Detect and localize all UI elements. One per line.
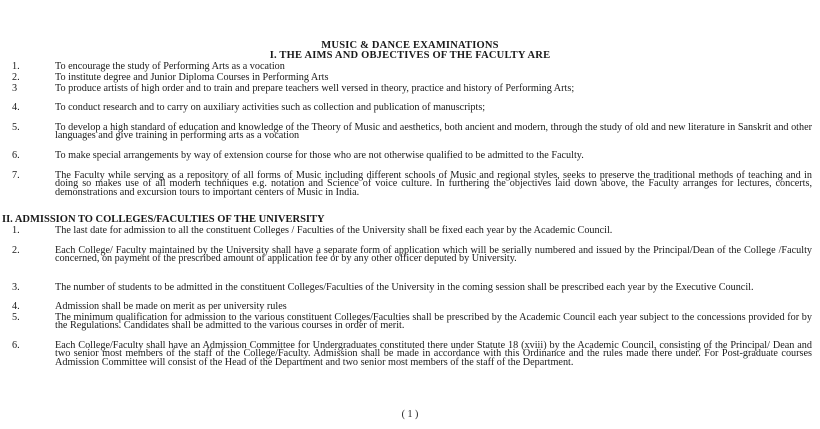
document-title: MUSIC & DANCE EXAMINATIONS [321,40,499,51]
page-number: ( 1 ) [401,409,419,420]
item-text: Admission shall be made on merit as per university rules [55,301,287,312]
item-text: The minimum qualification for admission to the various constituent Colleges/Faculties shall be prescribed by the Academic Council each year subject to the concessions provided for by the Regulations. Candidates shall be admitted to the various courses in order of merit. [55,312,812,332]
item-text: To conduct research and to carry on auxiliary activities such as collection and publication of manuscripts; [55,102,486,113]
section1-heading: I. THE AIMS AND OBJECTIVES OF THE FACULTY ARE [269,50,551,61]
item-number: 7. [12,170,20,181]
item-number: 1. [12,61,20,72]
item-number: 4. [12,102,20,113]
item-number: 1. [12,225,20,236]
item-number: 2. [12,72,20,83]
item-number: 6. [12,150,20,161]
item-text: Each College/Faculty shall have an Admission Committee for Undergraduates constituted there under Statute 18 (xviii) by the Academic Council, consisting of the Principal/ Dean and two senior most members of the staff of the College/Faculty. Admission shall be made in accordance with this Ordinance and the rules made there under. For Post-graduate courses Admission Committee will consist of the Head of the Department and two senior most members of the staff of the Department. [55,340,812,368]
section2-heading: II. ADMISSION TO COLLEGES/FACULTIES OF THE UNIVERSITY [2,214,325,225]
item-number: 4. [12,301,20,312]
item-number: 3 [12,83,18,94]
item-number: 2. [12,245,20,256]
item-text: To encourage the study of Performing Arts as a vocation [55,61,285,72]
item-text: To make special arrangements by way of extension course for those who are not otherwise qualified to be admitted to the Faculty. [55,150,584,161]
item-text: The number of students to be admitted in the constituent Colleges/Faculties of the University in the coming session shall be prescribed each year by the Executive Council. [55,282,754,293]
item-text: To institute degree and Junior Diploma Courses in Performing Arts [55,72,329,83]
item-text: Each College/ Faculty maintained by the University shall have a separate form of application which will be serially numbered and issued by the Principal/Dean of the College /Faculty concerned, on payment of the prescribed amount of application fee or by any other officer deputed by University. [55,245,812,265]
item-text: To produce artists of high order and to train and prepare teachers well versed in theory, practice and history of Performing Arts; [55,83,575,94]
item-number: 3. [12,282,20,293]
item-text: The last date for admission to all the constituent Colleges / Faculties of the University shall be fixed each year by the Academic Council. [55,225,613,236]
item-number: 6. [12,340,20,351]
item-number: 5. [12,122,20,133]
item-number: 5. [12,312,20,323]
item-text: To develop a high standard of education and knowledge of the Theory of Music and aesthetics, both ancient and modern, through the study of old and new literature in Sanskrit and other languages and give training in performing arts as a vocation [55,122,812,142]
item-text: The Faculty while serving as a repository of all forms of Music including different schools of Music and regional styles, seeks to preserve the traditional methods of teaching and in doing so makes use of all modern techniques e.g. notation and Science of voice culture. In furthering the objectives laid down above, the Faculty arranges for lectures, concerts, demonstrations and excursion tours to important centers of Music in India. [55,170,812,198]
